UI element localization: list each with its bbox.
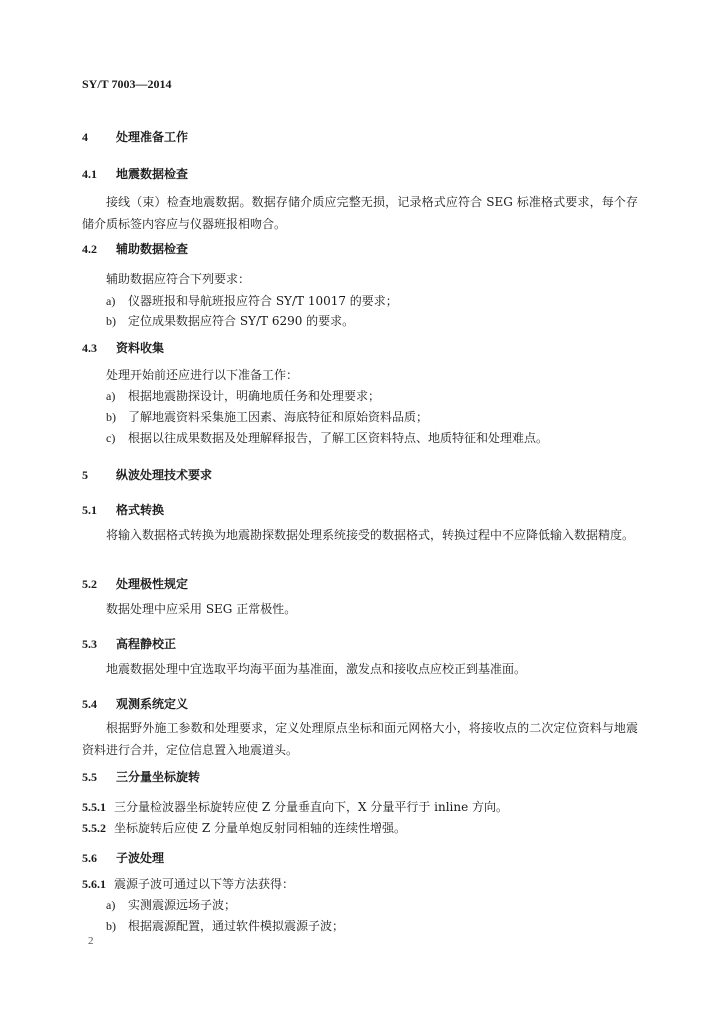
section-5-4-heading xyxy=(82,695,638,712)
section-title: 子波处理 xyxy=(116,851,165,865)
section-number: 5 xyxy=(82,468,88,482)
section-number: 4.2 xyxy=(82,242,97,256)
clause-text: 坐标旋转后应使 Z 分量单炮反射同相轴的连续性增强。 xyxy=(114,821,406,835)
section-title: 纵波处理技术要求 xyxy=(116,468,213,482)
list-item xyxy=(82,408,638,425)
section-number: 5.6 xyxy=(82,851,97,865)
list-item xyxy=(82,429,638,446)
list-item xyxy=(82,292,638,309)
section-number: 5.3 xyxy=(82,637,97,651)
list-marker: c) xyxy=(106,431,116,445)
section-5-2-text: 数据处理中应采用 SEG 正常极性。 xyxy=(106,602,297,616)
list-item-text: 定位成果数据应符合 SY/T 6290 的要求。 xyxy=(128,314,355,328)
section-4-heading xyxy=(82,128,638,145)
list-marker: b) xyxy=(106,919,116,933)
clause-number: 5.5.2 xyxy=(82,821,106,835)
list-marker: a) xyxy=(106,389,116,403)
section-number: 5.5 xyxy=(82,770,97,784)
clause-number: 5.6.1 xyxy=(82,877,106,891)
list-item-text: 仪器班报和导航班报应符合 SY/T 10017 的要求； xyxy=(128,294,398,308)
section-4-3-heading xyxy=(82,339,638,356)
list-item-text: 根据以往成果数据及处理解释报告，了解工区资料特点、地质特征和处理难点。 xyxy=(128,431,549,445)
section-number: 5.1 xyxy=(82,503,97,517)
page-number: 2 xyxy=(88,935,94,947)
clause-text: 三分量检波器坐标旋转应使 Z 分量垂直向下，X 分量平行于 inline 方向。 xyxy=(114,800,509,814)
section-5-heading xyxy=(82,466,638,483)
section-title: 三分量坐标旋转 xyxy=(116,770,201,784)
list-item-text: 根据震源配置，通过软件模拟震源子波； xyxy=(128,919,345,933)
section-title: 处理准备工作 xyxy=(116,130,189,144)
section-4-3-intro: 处理开始前还应进行以下准备工作： xyxy=(106,368,299,382)
section-5-5-heading xyxy=(82,768,638,785)
list-item xyxy=(82,387,638,404)
section-title: 观测系统定义 xyxy=(116,697,189,711)
section-4-1-heading xyxy=(82,165,638,182)
section-4-2-intro: 辅助数据应符合下列要求： xyxy=(106,272,251,286)
section-5-2-heading xyxy=(82,575,638,592)
clause-number: 5.5.1 xyxy=(82,800,106,814)
clause-5-6-1 xyxy=(82,875,638,892)
section-5-1-text: 将输入数据格式转换为地震勘探数据处理系统接受的数据格式，转换过程中不应降低输入数据精度。 xyxy=(106,528,635,542)
section-title: 高程静校正 xyxy=(116,637,177,651)
clause-5-5-2 xyxy=(82,819,638,836)
section-number: 4 xyxy=(82,130,88,144)
section-title: 地震数据检查 xyxy=(116,167,189,181)
section-5-6-heading xyxy=(82,849,638,866)
section-5-3-heading xyxy=(82,635,638,652)
page-header: SY/T 7003—2014 xyxy=(82,77,172,91)
list-item xyxy=(82,917,638,934)
section-title: 资料收集 xyxy=(116,341,165,355)
list-item xyxy=(82,896,638,913)
list-item xyxy=(82,312,638,329)
section-5-3-text: 地震数据处理中宜选取平均海平面为基准面，激发点和接收点应校正到基准面。 xyxy=(106,662,527,676)
section-5-4-text: 根据野外施工参数和处理要求，定义处理原点坐标和面元网格大小，将接收点的二次定位资料与地震资料进行合并，定位信息置入地震道头。 xyxy=(82,721,638,757)
section-title: 格式转换 xyxy=(116,503,165,517)
section-number: 5.4 xyxy=(82,697,97,711)
list-item-text: 实测震源远场子波； xyxy=(128,898,237,912)
section-title: 处理极性规定 xyxy=(116,577,189,591)
list-marker: a) xyxy=(106,294,116,308)
section-4-2-heading xyxy=(82,240,638,257)
section-number: 5.2 xyxy=(82,577,97,591)
section-title: 辅助数据检查 xyxy=(116,242,189,256)
list-marker: b) xyxy=(106,410,116,424)
section-4-1-text: 接线（束）检查地震数据。数据存储介质应完整无损，记录格式应符合 SEG 标准格式要求，每个存储介质标签内容应与仪器班报相吻合。 xyxy=(82,195,638,231)
list-marker: a) xyxy=(106,898,116,912)
list-item-text: 了解地震资料采集施工因素、海底特征和原始资料品质； xyxy=(128,410,429,424)
clause-5-5-1 xyxy=(82,798,638,815)
section-number: 4.1 xyxy=(82,167,97,181)
list-item-text: 根据地震勘探设计，明确地质任务和处理要求； xyxy=(128,389,381,403)
list-marker: b) xyxy=(106,314,116,328)
clause-text: 震源子波可通过以下等方法获得： xyxy=(114,877,295,891)
section-number: 4.3 xyxy=(82,341,97,355)
section-5-1-heading xyxy=(82,501,638,518)
